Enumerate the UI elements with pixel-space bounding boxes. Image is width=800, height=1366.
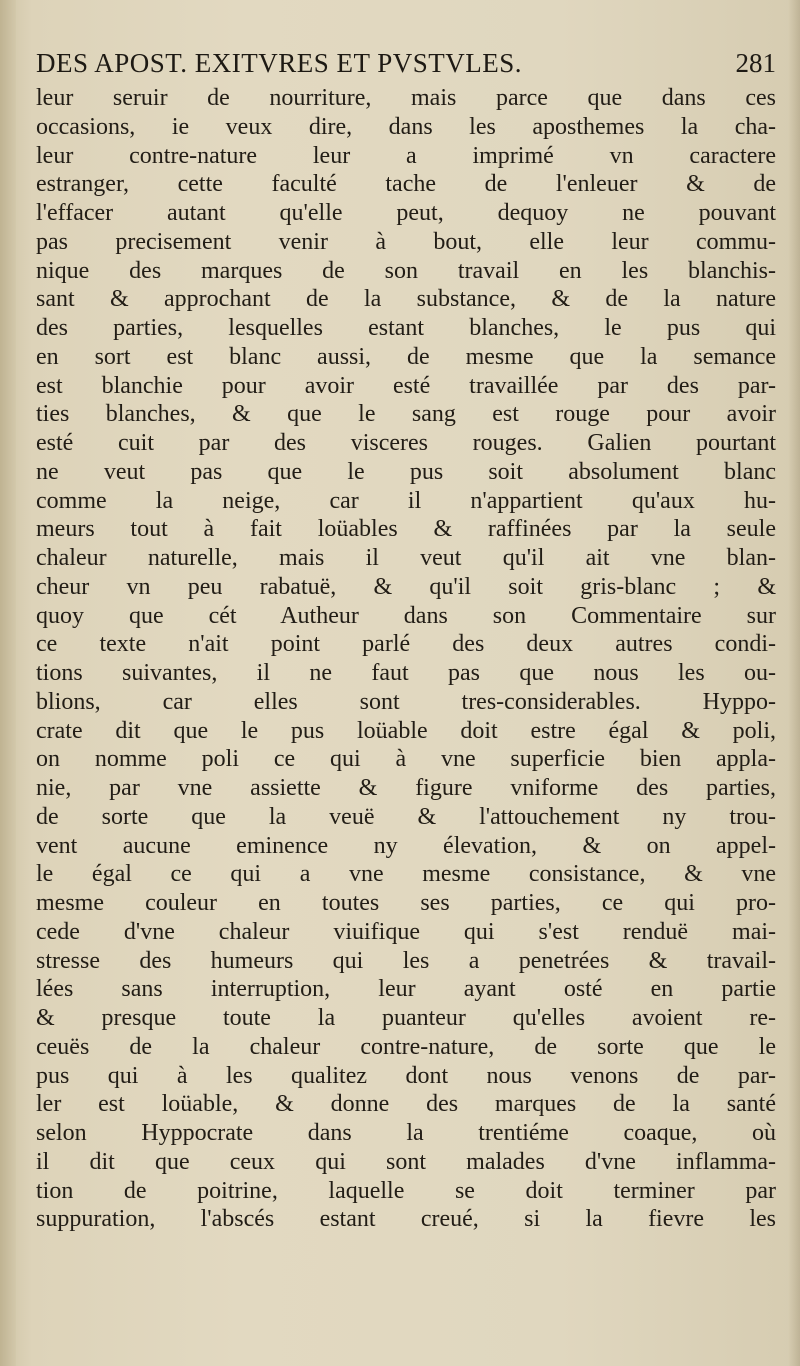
text-line: cheur vn peu rabatuë, & qu'il soit gris-blanc ; & [36,573,776,600]
text-line: tions suivantes, il ne faut pas que nous les ou- [36,660,776,686]
text-line: cede d'vne chaleur viuifique qui s'est renduë mai- [36,918,776,945]
page-header [36,48,776,88]
text-line: quoy que cét Autheur dans son Commentaire sur [36,602,776,629]
page-number: 281 [735,48,776,78]
text-line: des parties, lesquelles estant blanches, le pus qui [36,315,776,341]
text-line: leur seruir de nourriture, mais parce que dans ces [36,85,776,111]
text-line: selon Hyppocrate dans la trentiéme coaque, où [36,1120,776,1146]
page-gutter [0,0,16,1366]
text-line: de sorte que la veuë & l'attouchement ny trou- [36,803,776,830]
text-line: & presque toute la puanteur qu'elles avoient re- [36,1005,776,1031]
text-line: estranger, cette faculté tache de l'enleuer & de [36,171,776,198]
text-line: suppuration, l'abscés estant creué, si la fievre les [36,1206,776,1233]
text-line: en sort est blanc aussi, de mesme que la semance [36,343,776,370]
text-line: mesme couleur en toutes ses parties, ce qui pro- [36,890,776,916]
text-line: est blanchie pour avoir esté travaillée par des par- [36,372,776,399]
text-line: leur contre-nature leur a imprimé vn caractere [36,142,776,169]
text-line: sant & approchant de la substance, & de la nature [36,286,776,313]
text-line: ceuës de la chaleur contre-nature, de sorte que le [36,1033,776,1060]
text-line: meurs tout à fait loüables & raffinées par la seule [36,516,776,543]
text-line: stresse des humeurs qui les a penetrées & travail- [36,947,776,974]
text-line: il dit que ceux qui sont malades d'vne inflamma- [36,1148,776,1175]
text-line: tion de poitrine, laquelle se doit terminer par [36,1177,776,1204]
text-line: comme la neige, car il n'appartient qu'aux hu- [36,487,776,514]
text-line: pas precisement venir à bout, elle leur commu- [36,228,776,255]
text-line: on nomme poli ce qui à vne superficie bien appla- [36,746,776,773]
text-line: nie, par vne assiette & figure vniforme des parties, [36,775,776,801]
text-line: vent aucune eminence ny élevation, & on appel- [36,832,776,859]
text-line: chaleur naturelle, mais il veut qu'il ait vne blan- [36,545,776,571]
text-line: le égal ce qui a vne mesme consistance, & vne [36,861,776,888]
page-edge [788,0,800,1366]
text-line: ce texte n'ait point parlé des deux autres condi- [36,631,776,658]
text-line: l'effacer autant qu'elle peut, dequoy ne pouvant [36,200,776,226]
text-line: ties blanches, & que le sang est rouge pour avoir [36,401,776,428]
text-line: crate dit que le pus loüable doit estre égal & poli, [36,717,776,744]
text-line: ler est loüable, & donne des marques de la santé [36,1091,776,1118]
text-line: ne veut pas que le pus soit absolument blanc [36,458,776,485]
text-line: occasions, ie veux dire, dans les aposthemes la cha- [36,113,776,140]
text-line: esté cuit par des visceres rouges. Galien pourtant [36,430,776,456]
text-line: lées sans interruption, leur ayant osté en partie [36,976,776,1003]
text-line: blions, car elles sont tres-considerables. Hyppo- [36,688,776,715]
running-head: DES APOST. EXITVRES ET PVSTVLES. [36,48,523,78]
text-line: pus qui à les qualitez dont nous venons de par- [36,1062,776,1089]
text-line: nique des marques de son travail en les blanchis- [36,257,776,284]
body-text [36,84,776,1234]
